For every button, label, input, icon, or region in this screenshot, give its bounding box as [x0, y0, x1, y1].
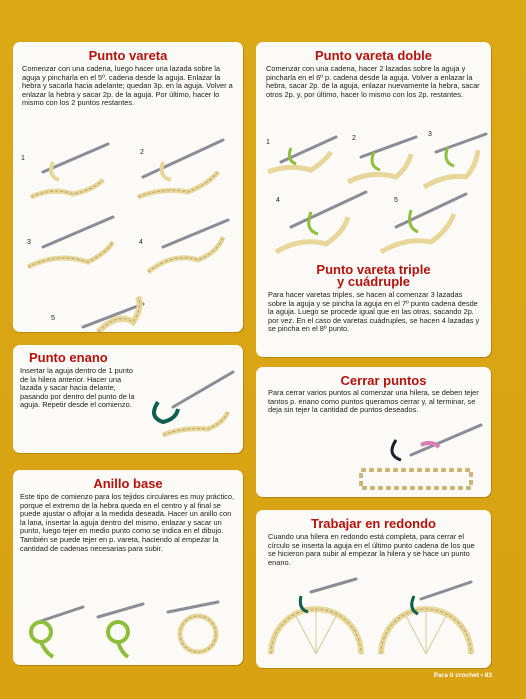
- punto-vareta-triple-title-1: Punto vareta triple: [316, 262, 431, 277]
- pvd-step-1-drawing: [268, 137, 336, 172]
- pvd-step-3-drawing: [424, 134, 486, 187]
- trabajar-redondo-title: Trabajar en redondo: [311, 516, 436, 531]
- card-cerrar-puntos: [256, 367, 491, 497]
- punto-vareta-text: Comenzar con una cadena, luego hacer una lazada sobre la aguja y pincharla en el 5º. cadena desde la aguja. Enlazar la hebra y sacarla hacia adelante; quedan 3p. en la aguja. Volver a enlazar la hebra y sacar 2p. de la aguja. Por último, hacer lo mismo con los 2 puntos restantes.: [22, 64, 233, 108]
- pvd-step-4-drawing: [276, 192, 366, 252]
- pvd-step-1-label: 1: [266, 139, 270, 146]
- punto-vareta-doble-text: Comenzar con una cadena, hacer 2 lazadas sobre la aguja y pincharla en el 6º p. cadena desde la aguja. Volver a enlazar la hebra, sacar 2p. de la aguja, enlazar nuevamente la hebra, sacar otros 2p. y, por último, hacer lo mismo con los 2p. restantes.: [266, 64, 480, 99]
- pv-step-5-drawing: [83, 297, 143, 332]
- pv-step-2-drawing: [138, 140, 223, 197]
- punto-vareta-title: Punto vareta: [88, 48, 168, 63]
- trabajar-redondo-illustration: [256, 574, 491, 664]
- page-footer: Para ti crochet • 83: [433, 672, 492, 679]
- anillo-base-illustration: [13, 592, 243, 662]
- pv-step-5-label: 5: [51, 315, 55, 322]
- punto-vareta-doble-title: Punto vareta doble: [314, 48, 433, 63]
- pvd-step-2-drawing: [348, 137, 416, 182]
- pv-step-1-drawing: [31, 144, 108, 197]
- card-trabajar-redondo: [256, 510, 491, 668]
- card-punto-vareta-doble: [256, 42, 491, 357]
- punto-vareta-illustration: [13, 132, 243, 332]
- punto-vareta-triple-title-2: y cuádruple: [337, 274, 410, 289]
- pv-step-4-label: 4: [139, 239, 143, 246]
- punto-vareta-triple-text: Para hacer varetas triples, se hacen al comenzar 3 lazadas sobre la aguja y se pincha la aguja en el 7º punto cadena desde la aguja. Luego se procede igual que en las otras, sacando 2p. por vez. En el caso de varetas cuádruples, se hacen 4 lazadas y se pincha en el 8º punto.: [268, 290, 480, 334]
- cerrar-puntos-text: Para cerrar varios puntos al comenzar una hilera, se deben tejer tantos p. enano como puntos queramos cerrar y, al terminar, se deja sin tejer la cantidad de puntos deseados.: [268, 388, 479, 415]
- card-anillo-base: [13, 470, 243, 665]
- trabajar-redondo-text: Cuando una hilera en redondo está completa, para cerrar el círculo se inserta la aguja en el último punto cadena de los que se hicieron para subir al empezar la hilera y se hace un punto enano.: [268, 532, 475, 567]
- pv-step-1-label: 1: [21, 155, 25, 162]
- pv-step-4-drawing: [148, 220, 228, 272]
- anillo-base-title: Anillo base: [93, 476, 163, 491]
- pv-step-3-label: 3: [27, 239, 31, 246]
- anillo-base-text: Este tipo de comienzo para los tejidos circulares es muy práctico, porque el extremo de la hebra queda en el centro y al final se puede ajustar o aflojar a la medida deseada. Hacer un anillo con la lana, insertar la aguja dentro del mismo, enlazar y sacar un punto, luego tejer en medio punto como se indica en el dibujo. También se puede tejer en p. vareta, haciendo al empezar la cantidad de cadenas necesarias para subir.: [20, 492, 235, 553]
- pvd-step-2-label: 2: [352, 135, 356, 142]
- pvd-step-3-label: 3: [428, 131, 432, 138]
- cerrar-puntos-illustration: [351, 415, 491, 495]
- card-punto-vareta: [13, 42, 243, 332]
- punto-enano-text: Insertar la aguja dentro de 1 punto de la hilera anterior. Hacer una lazada y sacar hacia delante, pasando por dentro del punto de la aguja. Repetir desde el comienzo.: [20, 366, 135, 410]
- cerrar-puntos-title: Cerrar puntos: [340, 373, 427, 388]
- pvd-step-4-label: 4: [276, 197, 280, 204]
- pv-step-2-label: 2: [140, 149, 144, 156]
- punto-enano-illustration: [138, 357, 243, 447]
- card-punto-enano: [13, 345, 243, 453]
- punto-enano-title: Punto enano: [29, 350, 108, 365]
- pvd-step-5-label: 5: [394, 197, 398, 204]
- punto-vareta-doble-illustration: [256, 122, 491, 262]
- pv-step-3-drawing: [28, 217, 113, 267]
